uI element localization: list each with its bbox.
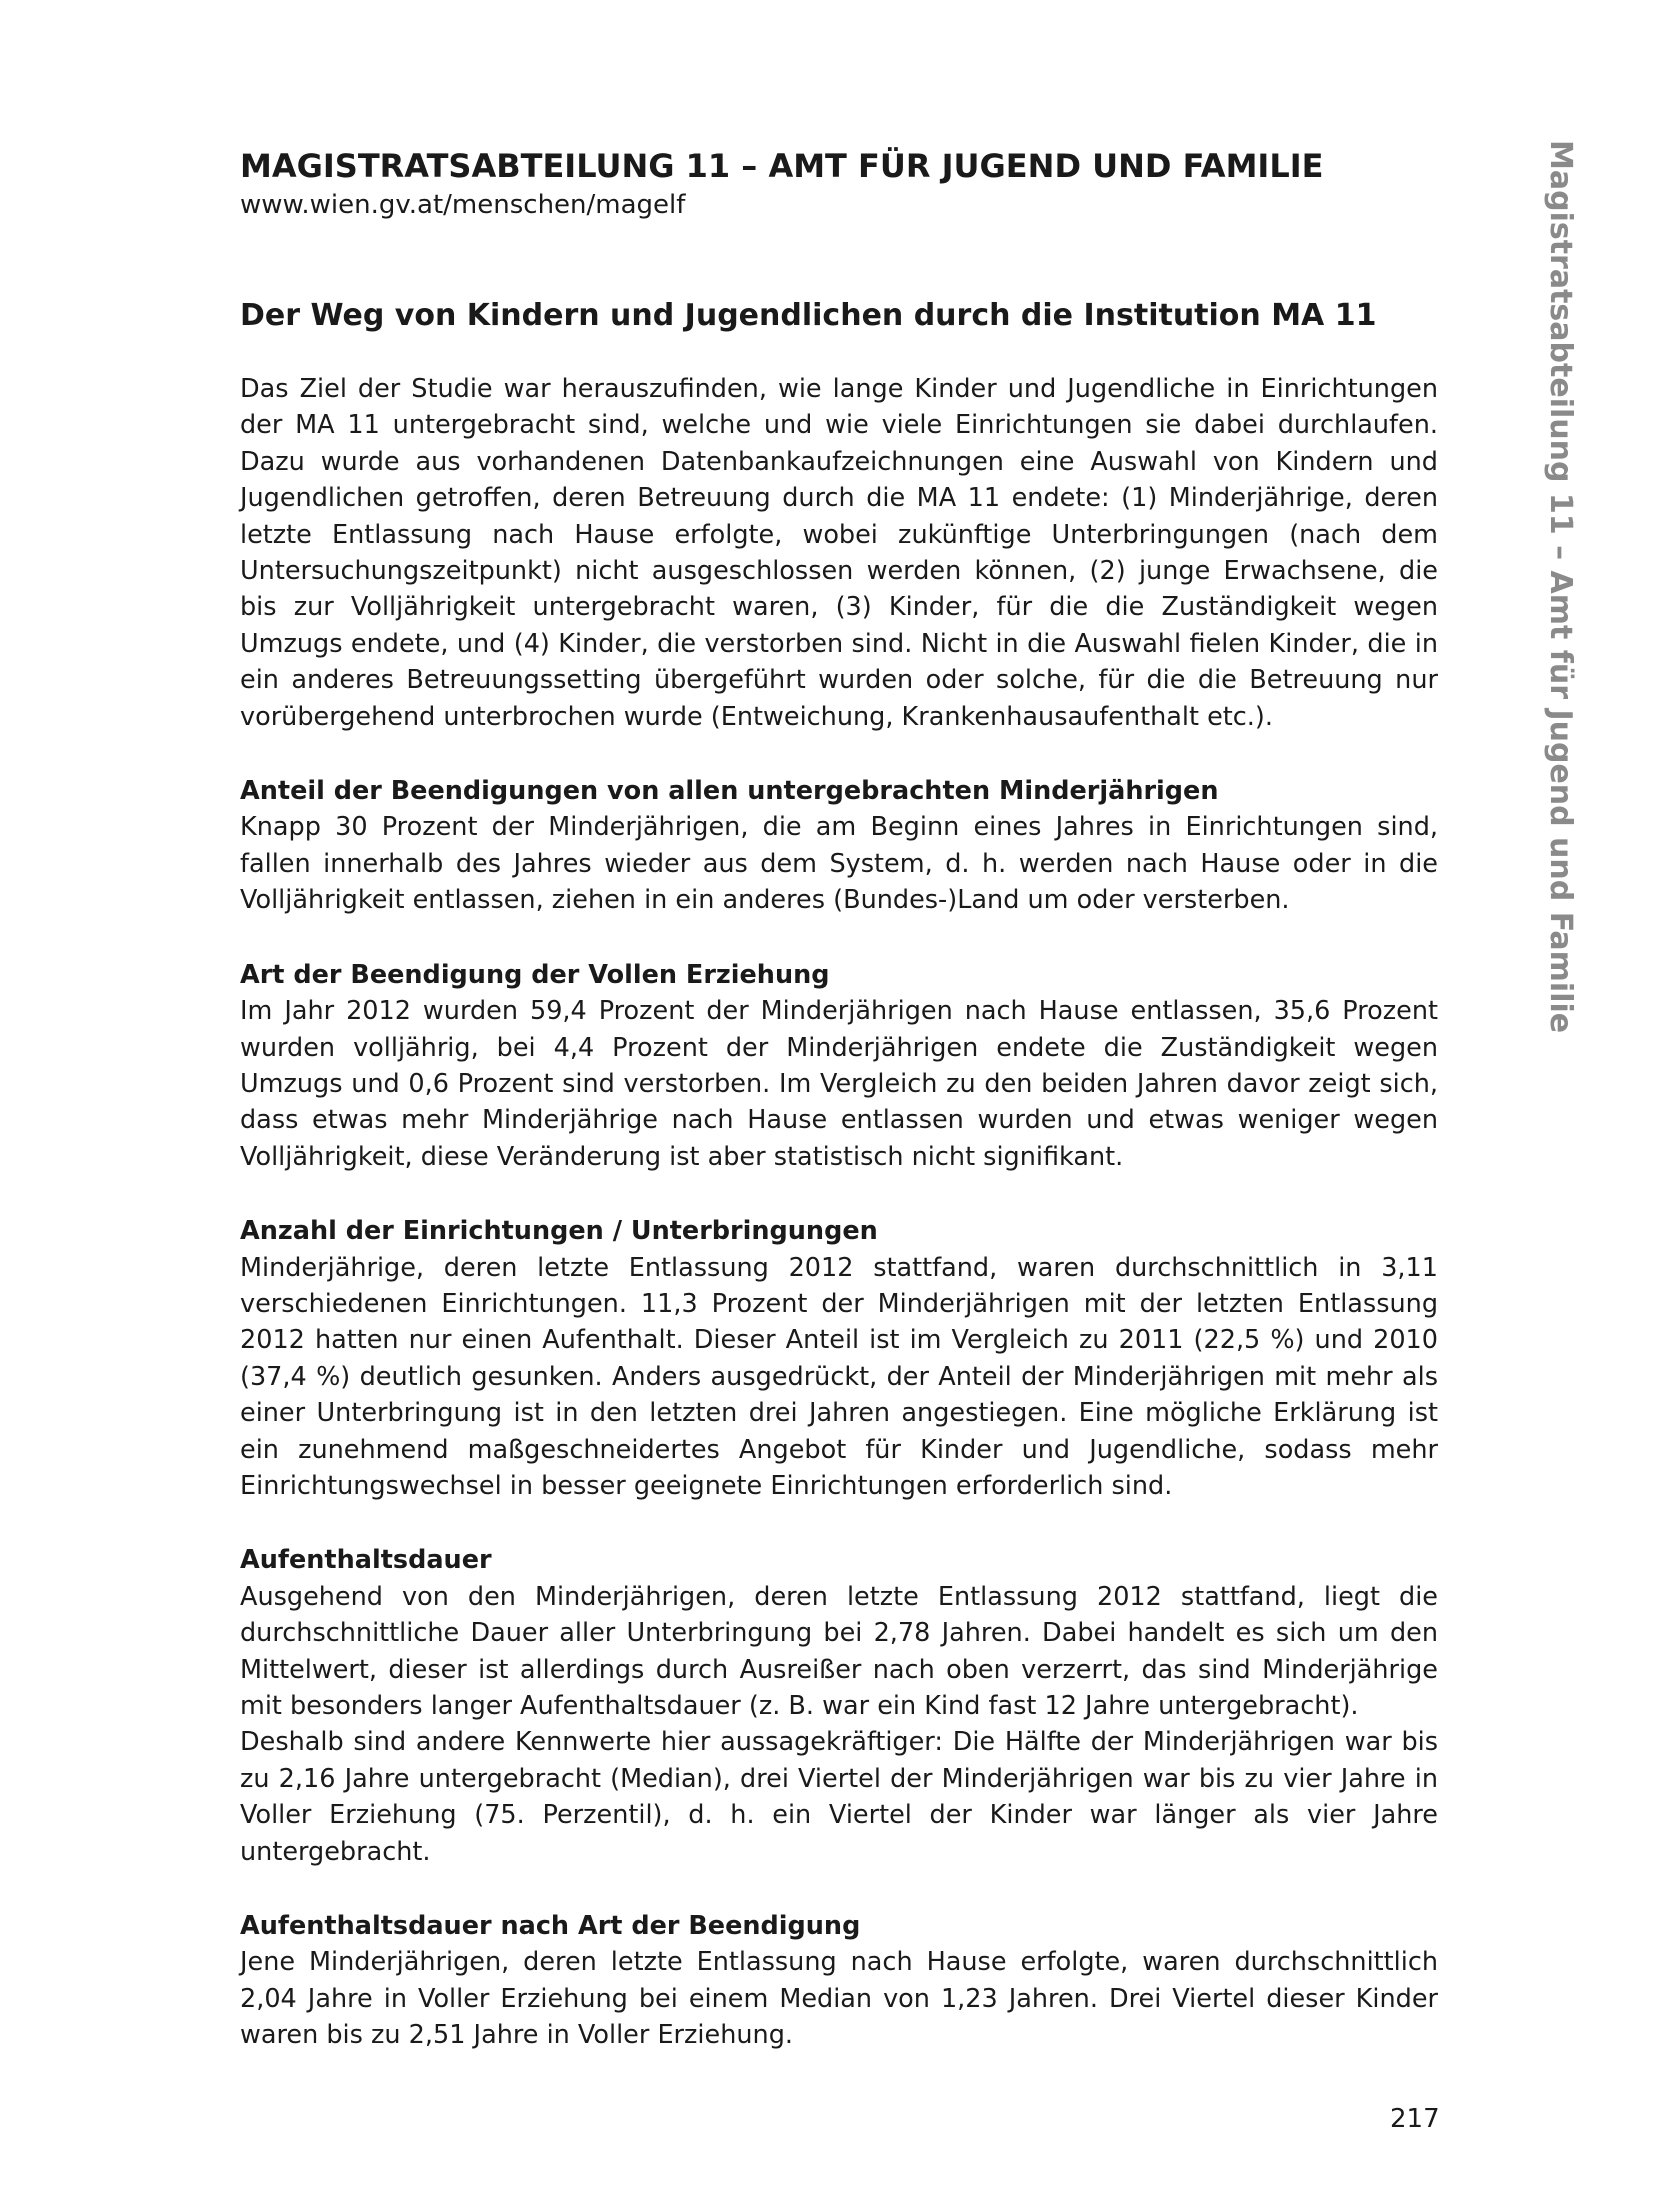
- organization-url: www.wien.gv.at/menschen/magelf: [240, 190, 686, 220]
- section-heading: Anzahl der Einrichtungen / Unterbringungen: [240, 1216, 878, 1247]
- organization-title: MAGISTRATSABTEILUNG 11 – AMT FÜR JUGEND UND FAMILIE: [240, 147, 1324, 185]
- section-art-der-beendigung: [240, 957, 1438, 1175]
- section-beendigungen-anteil: [240, 773, 1438, 919]
- section-heading: Art der Beendigung der Vollen Erziehung: [240, 959, 830, 990]
- section-paragraph: Jene Minderjährigen, deren letzte Entlassung nach Hause erfolgte, waren durchschnittlich 2,04 Jahre in Voller Erziehung bei einem Median von 1,23 Jahren. Drei Viertel dieser Kinder waren bis zu 2,51 Jahre in Voller Erziehung.: [240, 1947, 1438, 2051]
- intro-paragraph: Das Ziel der Studie war herauszufinden, wie lange Kinder und Jugendliche in Einrichtungen der MA 11 untergebracht sind, welche und wie viele Einrichtungen sie dabei durchlaufen. Dazu wurde aus vorhandenen Datenbankaufzeichnungen eine Auswahl von Kindern und Jugendlichen getroffen, deren Betreuung durch die MA 11 endete: (1) Minderjährige, deren letzte Entlassung nach Hause erfolgte, wobei zukünftige Unterbringungen (nach dem Untersuchungszeitpunkt) nicht ausgeschlossen werden können, (2) junge Erwachsene, die bis zur Volljährigkeit untergebracht waren, (3) Kinder, für die die Zuständigkeit wegen Umzugs endete, und (4) Kinder, die verstorben sind. Nicht in die Auswahl fielen Kinder, die in ein anderes Betreuungssetting übergeführt wurden oder solche, für die die Betreuung nur vorübergehend unterbrochen wurde (Entweichung, Krankenhausaufenthalt etc.).: [240, 374, 1438, 732]
- page-number: 217: [1390, 2104, 1440, 2134]
- section-anzahl-einrichtungen: [240, 1213, 1438, 1504]
- section-aufenthaltsdauer-nach-art: [240, 1908, 1438, 2054]
- section-aufenthaltsdauer: [240, 1542, 1438, 1870]
- section-paragraph: Minderjährige, deren letzte Entlassung 2012 stattfand, waren durchschnittlich in 3,11 verschiedenen Einrichtungen. 11,3 Prozent der Minderjährigen mit der letzten Entlassung 2012 hatten nur einen Aufenthalt. Dieser Anteil ist im Vergleich zu 2011 (22,5 %) und 2010 (37,4 %) deutlich gesunken. Anders ausgedrückt, der Anteil der Minderjährigen mit mehr als einer Unterbringung ist in den letzten drei Jahren angestiegen. Eine mögliche Erklärung ist ein zunehmend maßgeschneidertes Angebot für Kinder und Jugendliche, sodass mehr Einrichtungswechsel in besser geeignete Einrichtungen erforderlich sind.: [240, 1252, 1438, 1501]
- section-heading: Anteil der Beendigungen von allen untergebrachten Minderjährigen: [240, 776, 1219, 807]
- vertical-side-label: [1540, 140, 1580, 1034]
- main-heading: Der Weg von Kindern und Jugendlichen durch die Institution MA 11: [240, 298, 1377, 333]
- section-paragraph: Ausgehend von den Minderjährigen, deren letzte Entlassung 2012 stattfand, liegt die durchschnittliche Dauer aller Unterbringung bei 2,78 Jahren. Dabei handelt es sich um den Mittelwert, dieser ist allerdings durch Ausreißer nach oben verzerrt, das sind Minderjährige mit besonders langer Aufenthaltsdauer (z. B. war ein Kind fast 12 Jahre untergebracht).: [240, 1581, 1438, 1721]
- side-label-text: Magistratsabteilung 11 – Amt für Jugend und Familie: [1543, 140, 1578, 1034]
- section-heading: Aufenthaltsdauer nach Art der Beendigung: [240, 1911, 861, 1942]
- section-paragraph-continued: Deshalb sind andere Kennwerte hier aussagekräftiger: Die Hälfte der Minderjährigen war bis zu 2,16 Jahre untergebracht (Median), drei Viertel der Minderjährigen war bis zu vier Jahre in Voller Erziehung (75. Perzentil), d. h. ein Viertel der Kinder war länger als vier Jahre untergebracht.: [240, 1727, 1438, 1867]
- section-heading: Aufenthaltsdauer: [240, 1545, 492, 1576]
- body-content: [240, 371, 1438, 2054]
- section-paragraph: Knapp 30 Prozent der Minderjährigen, die am Beginn eines Jahres in Einrichtungen sind, fallen innerhalb des Jahres wieder aus dem System, d. h. werden nach Hause oder in die Volljährigkeit entlassen, ziehen in ein anderes (Bundes-)Land um oder versterben.: [240, 812, 1438, 916]
- section-paragraph: Im Jahr 2012 wurden 59,4 Prozent der Minderjährigen nach Hause entlassen, 35,6 Prozent wurden volljährig, bei 4,4 Prozent der Minderjährigen endete die Zuständigkeit wegen Umzugs und 0,6 Prozent sind verstorben. Im Vergleich zu den beiden Jahren davor zeigt sich, dass etwas mehr Minderjährige nach Hause entlassen wurden und etwas weniger wegen Volljährigkeit, diese Veränderung ist aber statistisch nicht signifikant.: [240, 996, 1438, 1172]
